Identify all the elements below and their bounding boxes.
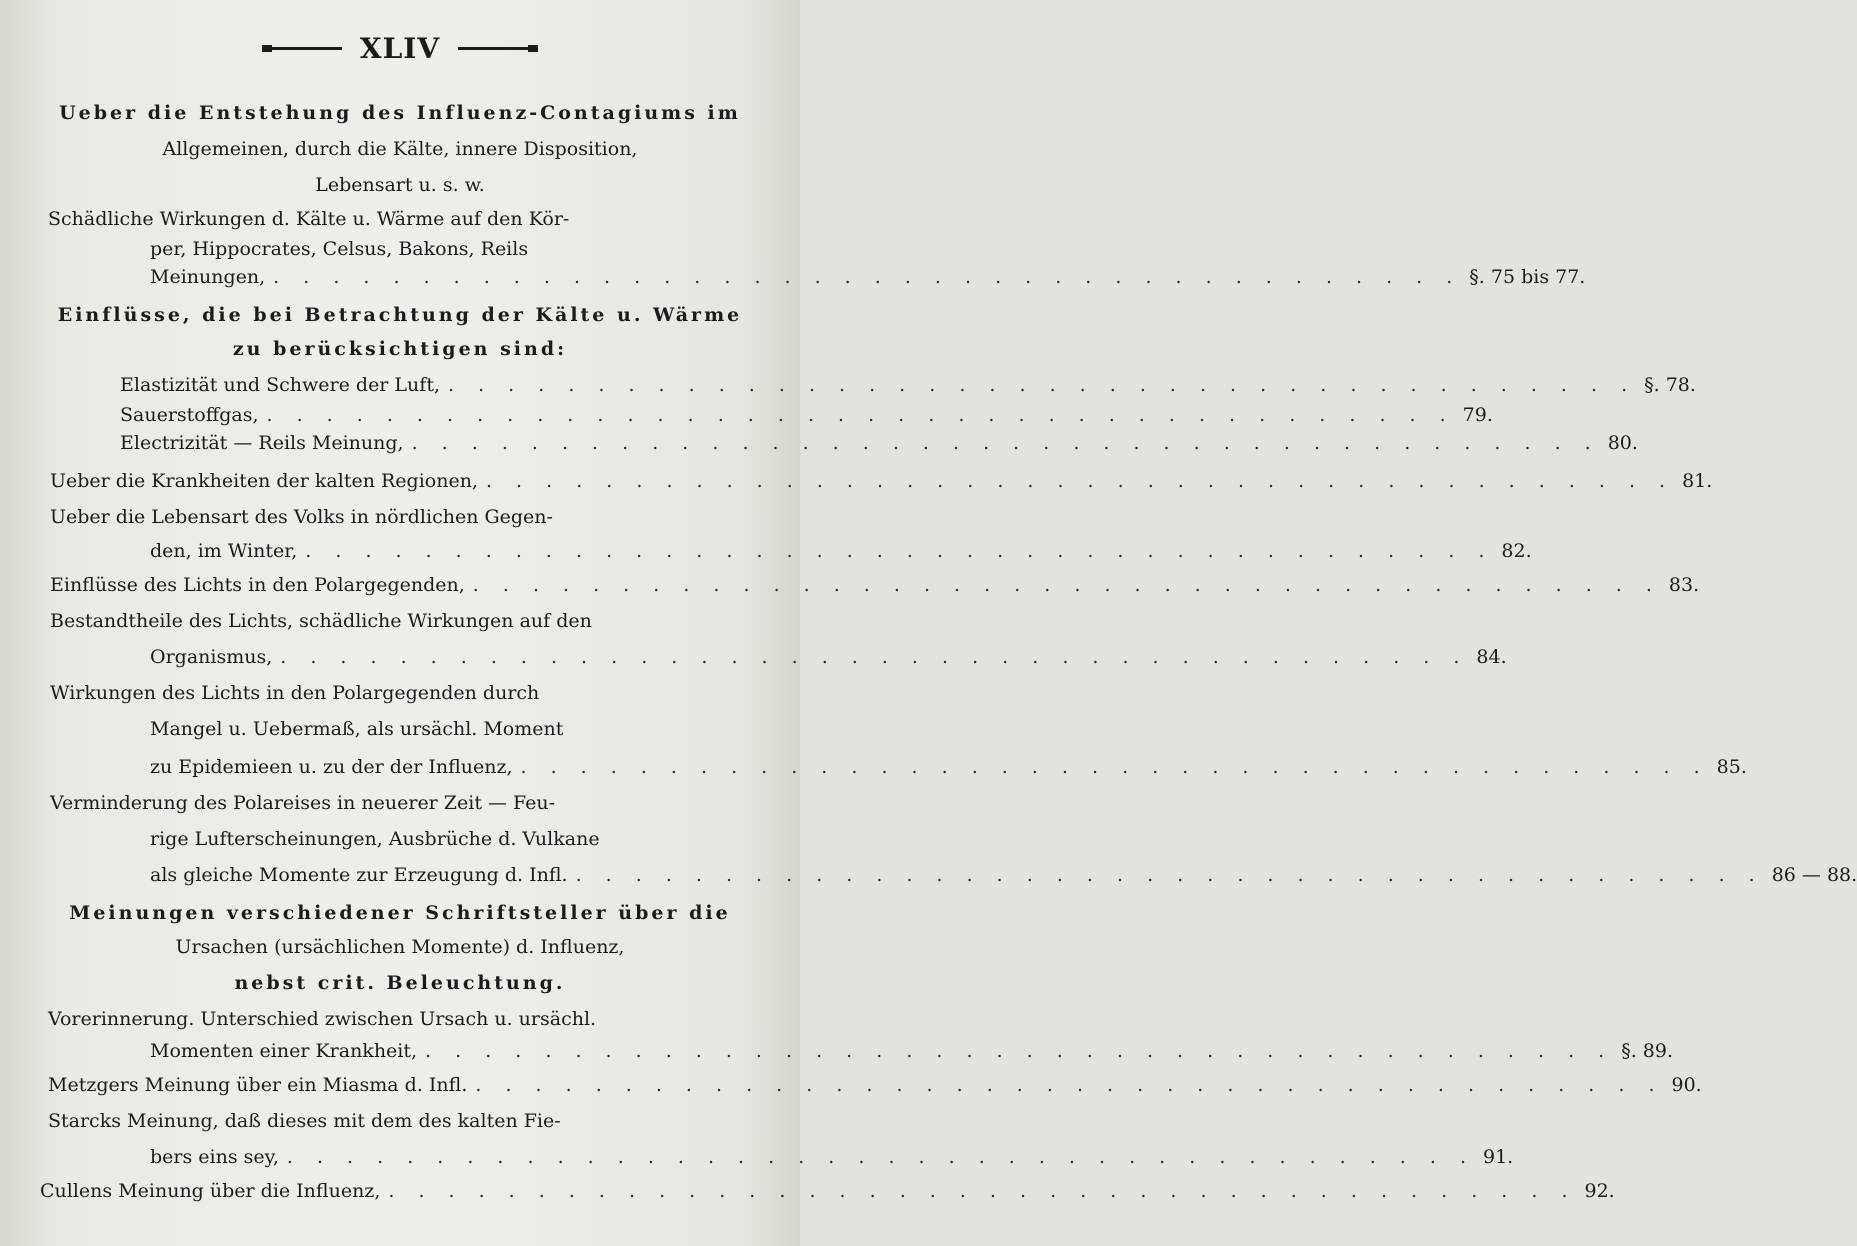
toc-entry — [120, 370, 1696, 400]
section-ref: §. 78. — [1644, 374, 1696, 396]
section-ref: 81. — [1682, 470, 1713, 492]
page-header — [0, 28, 800, 68]
toc-entry-text: Metzgers Meinung über ein Miasma d. Infl. — [48, 1074, 468, 1096]
toc-entry — [150, 536, 1532, 566]
section-ref: 90. — [1671, 1074, 1702, 1096]
toc-entry-text: Cullens Meinung über die Influenz, — [40, 1180, 381, 1202]
section-heading: Ueber die Entstehung des Influenz-Contagiums im — [59, 102, 741, 124]
toc-entry-text: per, Hippocrates, Celsus, Bakons, Reils — [150, 238, 529, 260]
section-heading: Meinungen verschiedener Schriftsteller über die — [69, 902, 731, 924]
toc-entry-text: Organismus, — [150, 646, 273, 668]
section-heading: Allgemeinen, durch die Kälte, innere Disposition, — [162, 138, 638, 160]
toc-entry — [150, 1036, 1673, 1066]
toc-entry-text: Vorerinnerung. Unterschied zwischen Ursach u. ursächl. — [48, 1008, 597, 1030]
dot-leader: . . . . . . . . . . . . . . . . . . . . . . . . . . . . . . . . . . . . . . . . — [448, 374, 1637, 396]
toc-entry — [150, 642, 1507, 672]
dot-leader: . . . . . . . . . . . . . . . . . . . . . . . . . . . . . . . . . . . . . . . . — [520, 756, 1709, 778]
toc-entry-text: den, im Winter, — [150, 540, 298, 562]
toc-entry-text: Bestandtheile des Lichts, schädliche Wirkungen auf den — [50, 610, 592, 632]
dot-leader: . . . . . . . . . . . . . . . . . . . . . . . . . . . . . . . . . . . . . . . . — [273, 266, 1462, 288]
toc-entry — [50, 466, 1713, 496]
page-number: XLIV — [359, 31, 441, 65]
section-ref: 92. — [1584, 1180, 1615, 1202]
toc-entry-text: bers eins sey, — [150, 1146, 279, 1168]
dot-leader: . . . . . . . . . . . . . . . . . . . . . . . . . . . . . . . . . . . . . . . . — [266, 404, 1455, 426]
header-ornament-left — [262, 47, 342, 50]
section-ref: §. 75 bis 77. — [1469, 266, 1586, 288]
dot-leader: . . . . . . . . . . . . . . . . . . . . . . . . . . . . . . . . . . . . . . . . — [286, 1146, 1475, 1168]
section-ref: §. 89. — [1621, 1040, 1673, 1062]
section-ref: 82. — [1501, 540, 1532, 562]
toc-entry — [150, 262, 1586, 292]
toc-entry-text: Verminderung des Polareises in neuerer Zeit — Feu- — [50, 792, 556, 814]
toc-entry — [120, 428, 1638, 458]
toc-entry — [150, 752, 1747, 782]
section-ref: 91. — [1483, 1146, 1514, 1168]
toc-entry — [150, 1142, 1514, 1172]
toc-entry — [50, 570, 1700, 600]
toc-entry-text: als gleiche Momente zur Erzeugung d. Infl. — [150, 864, 568, 886]
toc-entry-text: rige Lufterscheinungen, Ausbrüche d. Vulkane — [150, 828, 600, 850]
toc-entry-text: Schädliche Wirkungen d. Kälte u. Wärme auf den Kör- — [48, 208, 570, 230]
toc-entry — [48, 1070, 1702, 1100]
section-ref: 86 — 88. — [1771, 864, 1857, 886]
toc-entry-text: Einflüsse des Lichts in den Polargegenden, — [50, 574, 465, 596]
section-ref: 80. — [1607, 432, 1638, 454]
dot-leader: . . . . . . . . . . . . . . . . . . . . . . . . . . . . . . . . . . . . . . . . — [280, 646, 1469, 668]
section-ref: 79. — [1462, 404, 1493, 426]
toc-entry — [120, 400, 1493, 430]
toc-entry-text: Electrizität — Reils Meinung, — [120, 432, 404, 454]
dot-leader: . . . . . . . . . . . . . . . . . . . . . . . . . . . . . . . . . . . . . . . . — [485, 470, 1675, 492]
dot-leader: . . . . . . . . . . . . . . . . . . . . . . . . . . . . . . . . . . . . . . . . — [472, 574, 1661, 596]
toc-entry-text: zu Epidemieen u. zu der der Influenz, — [150, 756, 513, 778]
toc-entry-text: Elastizität und Schwere der Luft, — [120, 374, 440, 396]
section-heading: zu berücksichtigen sind: — [232, 338, 568, 360]
toc-entry-text: Ueber die Lebensart des Volks in nördlichen Gegen- — [50, 506, 553, 528]
toc-entry-text: Ueber die Krankheiten der kalten Regionen, — [50, 470, 478, 492]
dot-leader: . . . . . . . . . . . . . . . . . . . . . . . . . . . . . . . . . . . . . . . . — [411, 432, 1600, 454]
toc-entry-text: Wirkungen des Lichts in den Polargegenden durch — [50, 682, 540, 704]
dot-leader: . . . . . . . . . . . . . . . . . . . . . . . . . . . . . . . . . . . . . . . . — [475, 1074, 1664, 1096]
toc-entry-text: Starcks Meinung, daß dieses mit dem des kalten Fie- — [48, 1110, 561, 1132]
toc-entry-text: Meinungen, — [150, 266, 266, 288]
dot-leader: . . . . . . . . . . . . . . . . . . . . . . . . . . . . . . . . . . . . . . . . — [575, 864, 1764, 886]
section-heading: nebst crit. Beleuchtung. — [234, 972, 566, 994]
toc-entry-text: Sauerstoffgas, — [120, 404, 259, 426]
toc-entry-text: Mangel u. Uebermaß, als ursächl. Moment — [150, 718, 564, 740]
toc-entry-text: Momenten einer Krankheit, — [150, 1040, 418, 1062]
section-ref: 84. — [1476, 646, 1507, 668]
dot-leader: . . . . . . . . . . . . . . . . . . . . . . . . . . . . . . . . . . . . . . . . — [305, 540, 1494, 562]
section-ref: 83. — [1668, 574, 1700, 596]
header-ornament-right — [458, 47, 538, 50]
section-ref: 85. — [1716, 756, 1747, 778]
dot-leader: . . . . . . . . . . . . . . . . . . . . . . . . . . . . . . . . . . . . . . . . — [425, 1040, 1614, 1062]
section-heading: Einflüsse, die bei Betrachtung der Kälte u. Wärme — [57, 304, 743, 326]
dot-leader: . . . . . . . . . . . . . . . . . . . . . . . . . . . . . . . . . . . . . . . . — [388, 1180, 1577, 1202]
section-heading: Ursachen (ursächlichen Momente) d. Influenz, — [175, 936, 625, 958]
toc-entry — [150, 860, 1857, 890]
section-heading: Lebensart u. s. w. — [315, 174, 485, 196]
toc-entry — [40, 1176, 1615, 1206]
